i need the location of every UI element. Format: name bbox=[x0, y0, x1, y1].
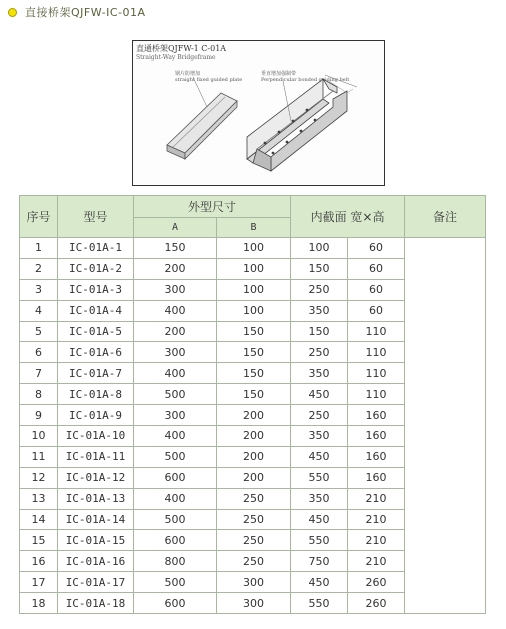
row-inner-width-cell: 550 bbox=[291, 467, 348, 488]
spec-table-body bbox=[20, 238, 486, 614]
row-model-cell: IC-01A-10 bbox=[58, 426, 134, 447]
row-no-cell: 3 bbox=[20, 279, 58, 300]
page-title: 直接桥架QJFW-IC-01A bbox=[25, 6, 146, 19]
row-inner-height-cell: 160 bbox=[348, 446, 405, 467]
figure-label-right bbox=[261, 71, 349, 83]
row-a-cell: 300 bbox=[134, 279, 217, 300]
row-b-cell: 150 bbox=[217, 363, 291, 384]
row-inner-width-cell: 550 bbox=[291, 593, 348, 614]
row-b-cell: 250 bbox=[217, 551, 291, 572]
row-inner-height-cell: 160 bbox=[348, 426, 405, 447]
row-model-cell: IC-01A-12 bbox=[58, 467, 134, 488]
row-inner-height-cell: 110 bbox=[348, 321, 405, 342]
row-no-cell: 12 bbox=[20, 467, 58, 488]
bridgeframe-drawing bbox=[133, 41, 384, 185]
header-outer-size: 外型尺寸 bbox=[134, 196, 291, 218]
row-a-cell: 800 bbox=[134, 551, 217, 572]
row-inner-width-cell: 150 bbox=[291, 321, 348, 342]
figure-subcaption: Straight-Way Bridgeframe bbox=[136, 54, 216, 61]
row-a-cell: 400 bbox=[134, 426, 217, 447]
row-b-cell: 200 bbox=[217, 426, 291, 447]
row-b-cell: 100 bbox=[217, 238, 291, 259]
row-b-cell: 200 bbox=[217, 446, 291, 467]
row-b-cell: 100 bbox=[217, 258, 291, 279]
row-no-cell: 16 bbox=[20, 551, 58, 572]
row-inner-width-cell: 550 bbox=[291, 530, 348, 551]
note-cell bbox=[405, 238, 486, 614]
header-no: 序号 bbox=[20, 196, 58, 238]
row-model-cell: IC-01A-4 bbox=[58, 300, 134, 321]
row-b-cell: 200 bbox=[217, 405, 291, 426]
row-model-cell: IC-01A-9 bbox=[58, 405, 134, 426]
row-no-cell: 14 bbox=[20, 509, 58, 530]
row-a-cell: 200 bbox=[134, 258, 217, 279]
row-b-cell: 300 bbox=[217, 593, 291, 614]
cover-piece-drawing bbox=[167, 93, 237, 159]
row-a-cell: 500 bbox=[134, 509, 217, 530]
figure-label-left bbox=[175, 71, 242, 83]
row-inner-width-cell: 350 bbox=[291, 300, 348, 321]
row-inner-width-cell: 250 bbox=[291, 405, 348, 426]
table-row bbox=[20, 238, 486, 259]
row-no-cell: 7 bbox=[20, 363, 58, 384]
spec-table bbox=[19, 195, 486, 614]
row-inner-width-cell: 100 bbox=[291, 238, 348, 259]
row-inner-height-cell: 210 bbox=[348, 551, 405, 572]
row-no-cell: 6 bbox=[20, 342, 58, 363]
row-inner-height-cell: 60 bbox=[348, 279, 405, 300]
row-b-cell: 250 bbox=[217, 488, 291, 509]
row-no-cell: 5 bbox=[20, 321, 58, 342]
row-inner-width-cell: 450 bbox=[291, 509, 348, 530]
row-b-cell: 100 bbox=[217, 279, 291, 300]
row-no-cell: 11 bbox=[20, 446, 58, 467]
row-a-cell: 500 bbox=[134, 446, 217, 467]
row-inner-height-cell: 110 bbox=[348, 342, 405, 363]
row-inner-width-cell: 350 bbox=[291, 426, 348, 447]
row-model-cell: IC-01A-5 bbox=[58, 321, 134, 342]
row-inner-width-cell: 750 bbox=[291, 551, 348, 572]
row-no-cell: 2 bbox=[20, 258, 58, 279]
row-inner-width-cell: 350 bbox=[291, 363, 348, 384]
row-a-cell: 150 bbox=[134, 238, 217, 259]
row-model-cell: IC-01A-17 bbox=[58, 572, 134, 593]
row-inner-width-cell: 150 bbox=[291, 258, 348, 279]
row-inner-height-cell: 60 bbox=[348, 300, 405, 321]
row-no-cell: 17 bbox=[20, 572, 58, 593]
row-inner-width-cell: 250 bbox=[291, 279, 348, 300]
row-model-cell: IC-01A-13 bbox=[58, 488, 134, 509]
row-no-cell: 8 bbox=[20, 384, 58, 405]
row-model-cell: IC-01A-8 bbox=[58, 384, 134, 405]
figure-caption: 直通桥架QJFW-1 C-01A bbox=[136, 44, 227, 53]
row-inner-width-cell: 350 bbox=[291, 488, 348, 509]
row-inner-height-cell: 210 bbox=[348, 530, 405, 551]
trough-drawing bbox=[247, 77, 350, 171]
row-b-cell: 150 bbox=[217, 321, 291, 342]
row-a-cell: 400 bbox=[134, 300, 217, 321]
row-inner-width-cell: 450 bbox=[291, 384, 348, 405]
figure-label-left-en: straight fixed guided plate bbox=[175, 77, 243, 83]
row-model-cell: IC-01A-15 bbox=[58, 530, 134, 551]
header-note: 备注 bbox=[405, 196, 486, 238]
header-inner-section: 内截面 宽×高 bbox=[291, 196, 405, 238]
row-b-cell: 100 bbox=[217, 300, 291, 321]
row-model-cell: IC-01A-3 bbox=[58, 279, 134, 300]
row-model-cell: IC-01A-11 bbox=[58, 446, 134, 467]
row-a-cell: 600 bbox=[134, 467, 217, 488]
row-no-cell: 15 bbox=[20, 530, 58, 551]
row-model-cell: IC-01A-14 bbox=[58, 509, 134, 530]
header-model: 型号 bbox=[58, 196, 134, 238]
row-inner-height-cell: 210 bbox=[348, 509, 405, 530]
row-no-cell: 18 bbox=[20, 593, 58, 614]
row-a-cell: 600 bbox=[134, 530, 217, 551]
row-inner-width-cell: 450 bbox=[291, 572, 348, 593]
row-b-cell: 250 bbox=[217, 530, 291, 551]
row-inner-height-cell: 110 bbox=[348, 363, 405, 384]
row-no-cell: 9 bbox=[20, 405, 58, 426]
row-model-cell: IC-01A-1 bbox=[58, 238, 134, 259]
row-model-cell: IC-01A-7 bbox=[58, 363, 134, 384]
row-inner-height-cell: 160 bbox=[348, 405, 405, 426]
figure-label-right-cn: 垂直增加强制带 bbox=[261, 71, 297, 77]
row-model-cell: IC-01A-18 bbox=[58, 593, 134, 614]
row-no-cell: 1 bbox=[20, 238, 58, 259]
row-model-cell: IC-01A-2 bbox=[58, 258, 134, 279]
row-b-cell: 300 bbox=[217, 572, 291, 593]
row-inner-height-cell: 160 bbox=[348, 467, 405, 488]
row-b-cell: 250 bbox=[217, 509, 291, 530]
row-a-cell: 400 bbox=[134, 363, 217, 384]
row-a-cell: 400 bbox=[134, 488, 217, 509]
row-no-cell: 10 bbox=[20, 426, 58, 447]
header-b: B bbox=[217, 218, 291, 238]
row-inner-height-cell: 260 bbox=[348, 593, 405, 614]
page-title-row bbox=[8, 4, 146, 20]
row-no-cell: 4 bbox=[20, 300, 58, 321]
row-b-cell: 200 bbox=[217, 467, 291, 488]
row-inner-width-cell: 250 bbox=[291, 342, 348, 363]
row-inner-height-cell: 60 bbox=[348, 238, 405, 259]
row-a-cell: 200 bbox=[134, 321, 217, 342]
row-b-cell: 150 bbox=[217, 384, 291, 405]
row-inner-height-cell: 60 bbox=[348, 258, 405, 279]
figure-label-left-cn: 钢片防增加 bbox=[175, 71, 201, 77]
figure-label-right-en: Perpendicular bonded guiding belt bbox=[261, 77, 350, 83]
row-model-cell: IC-01A-6 bbox=[58, 342, 134, 363]
row-inner-height-cell: 260 bbox=[348, 572, 405, 593]
row-a-cell: 300 bbox=[134, 342, 217, 363]
row-a-cell: 600 bbox=[134, 593, 217, 614]
row-a-cell: 500 bbox=[134, 572, 217, 593]
row-inner-height-cell: 210 bbox=[348, 488, 405, 509]
row-inner-height-cell: 110 bbox=[348, 384, 405, 405]
row-model-cell: IC-01A-16 bbox=[58, 551, 134, 572]
bridgeframe-figure bbox=[132, 40, 385, 186]
row-b-cell: 150 bbox=[217, 342, 291, 363]
bullet-icon bbox=[8, 8, 17, 17]
header-a: A bbox=[134, 218, 217, 238]
row-a-cell: 300 bbox=[134, 405, 217, 426]
row-inner-width-cell: 450 bbox=[291, 446, 348, 467]
row-a-cell: 500 bbox=[134, 384, 217, 405]
row-no-cell: 13 bbox=[20, 488, 58, 509]
